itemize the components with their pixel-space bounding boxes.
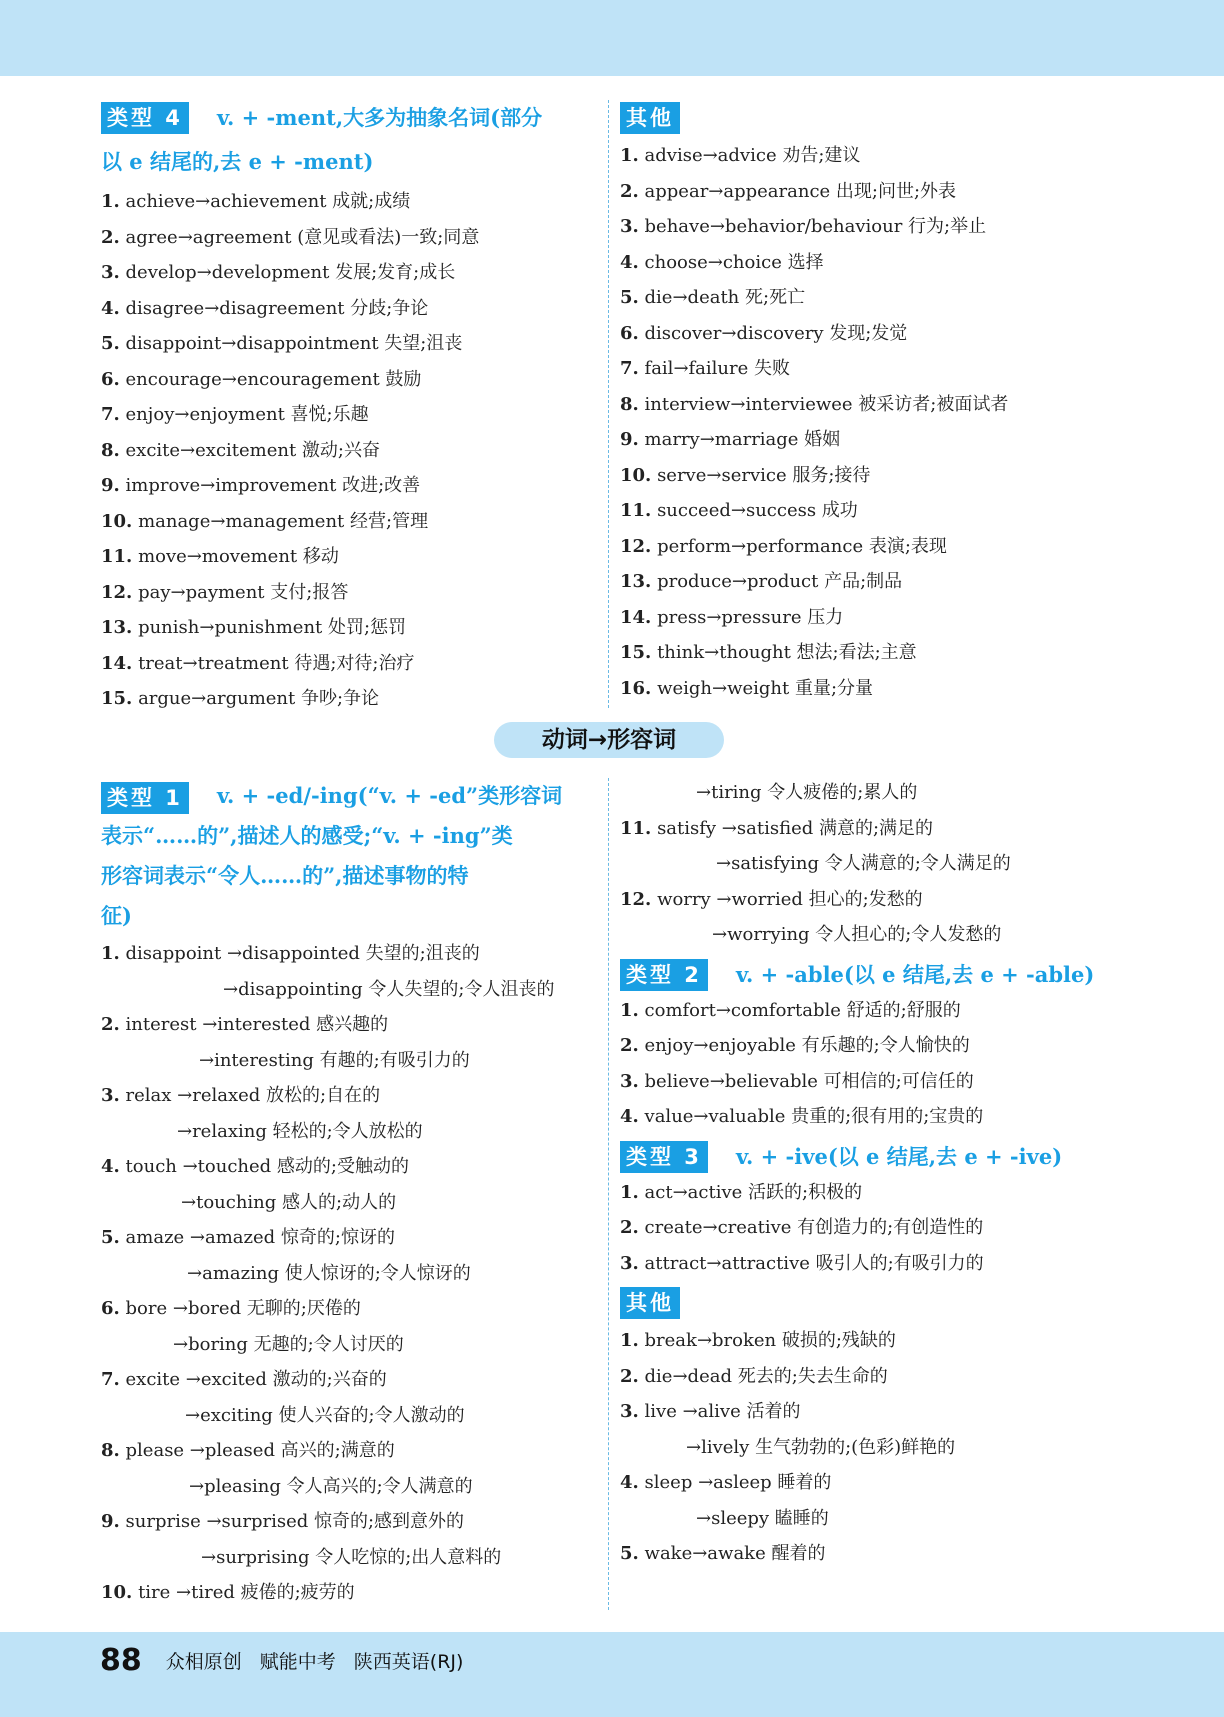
list-item: 9. marry→marriage 婚姻	[620, 429, 841, 450]
footer-brand: 众相原创	[165, 1650, 242, 1673]
list-item: 6. bore →bored 无聊的;厌倦的	[101, 1298, 361, 1319]
list-item: 14. press→pressure 压力	[620, 606, 844, 628]
list-item: 6. encourage→encouragement 鼓励	[101, 368, 422, 390]
list-item-continuation: →surprising 令人吃惊的;出人意料的	[201, 1546, 502, 1568]
list-item: 13. produce→product 产品;制品	[620, 571, 903, 592]
list-item: 2. create→creative 有创造力的;有创造性的	[620, 1217, 984, 1238]
list-item-continuation: →lively 生气勃勃的;(色彩)鲜艳的	[686, 1436, 956, 1458]
adj-type1-column	[101, 782, 601, 1611]
list-item: 5. disappoint→disappointment 失望;沮丧	[101, 333, 463, 354]
header-band	[0, 0, 1224, 76]
list-item-continuation: →touching 感人的;动人的	[181, 1191, 397, 1213]
list-item: 5. wake→awake 醒着的	[620, 1543, 826, 1564]
list-item: 1. break→broken 破损的;残缺的	[620, 1330, 896, 1351]
list-item: 11. satisfy →satisfied 满意的;满足的	[620, 817, 934, 839]
list-item: 5. amaze →amazed 惊奇的;惊讶的	[101, 1227, 395, 1248]
noun-other-heading	[620, 102, 1200, 134]
adj-right-column	[620, 775, 1200, 1572]
adj-other-heading	[620, 1287, 1200, 1319]
list-item: 2. die→dead 死去的;失去生命的	[620, 1365, 888, 1387]
adj-type1-heading-line2: 表示“……的”,描述人的感受;“v. + -ing”类	[101, 823, 513, 848]
list-item: 3. develop→development 发展;发育;成长	[101, 262, 456, 283]
adj-type3-heading-text: v. + -ive(以 e 结尾,去 e + -ive)	[735, 1143, 1063, 1169]
list-item-continuation: →tiring 令人疲倦的;累人的	[696, 782, 918, 803]
adj-type1-heading-line1: v. + -ed/-ing(“v. + -ed”类形容词	[216, 783, 563, 808]
adj-other-list	[620, 1323, 1200, 1572]
list-item: 1. disappoint →disappointed 失望的;沮丧的	[101, 943, 480, 964]
list-item: 8. interview→interviewee 被采访者;被面试者	[620, 393, 1009, 415]
list-item: 9. surprise →surprised 惊奇的;感到意外的	[101, 1511, 465, 1532]
list-item-continuation: →sleepy 瞌睡的	[696, 1507, 829, 1529]
list-item: 16. weigh→weight 重量;分量	[620, 677, 874, 699]
list-item: 12. perform→performance 表演;表现	[620, 535, 947, 557]
list-item: 4. choose→choice 选择	[620, 251, 824, 273]
type4-heading-line1: v. + -ment,大多为抽象名词(部分	[216, 105, 543, 130]
adj-type3-list	[620, 1175, 1200, 1282]
noun-other-badge: 其他	[620, 102, 680, 134]
adj-type1-heading-line4: 征)	[101, 903, 132, 928]
list-item: 3. believe→believable 可相信的;可信任的	[620, 1070, 974, 1092]
list-item: 8. please →pleased 高兴的;满意的	[101, 1440, 395, 1461]
list-item: 2. interest →interested 感兴趣的	[101, 1014, 389, 1035]
adj-type2-list	[620, 993, 1200, 1135]
footer-subject: 陕西英语(RJ)	[353, 1650, 464, 1673]
list-item: 2. appear→appearance 出现;问世;外表	[620, 180, 957, 202]
list-item: 4. touch →touched 感动的;受触动的	[101, 1156, 409, 1177]
noun-type4-column	[101, 102, 601, 717]
list-item: 1. act→active 活跃的;积极的	[620, 1181, 863, 1203]
list-item: 1. advise→advice 劝告;建议	[620, 145, 861, 166]
adj-type1-heading-line3: 形容词表示“令人……的”,描述事物的特	[101, 863, 469, 888]
footer	[100, 1638, 463, 1682]
list-item: 10. serve→service 服务;接待	[620, 464, 871, 486]
list-item: 7. excite →excited 激动的;兴奋的	[101, 1369, 387, 1390]
adj-type1-list	[101, 936, 601, 1611]
adj-type2-heading	[620, 959, 1200, 991]
adj-type3-badge: 类型 3	[620, 1141, 708, 1173]
list-item-continuation: →interesting 有趣的;有吸引力的	[199, 1049, 470, 1071]
list-item: 3. relax →relaxed 放松的;自在的	[101, 1085, 381, 1106]
page-number: 88	[100, 1642, 142, 1678]
list-item-continuation: →exciting 使人兴奋的;令人激动的	[185, 1404, 465, 1426]
list-item-continuation: →disappointing 令人失望的;令人沮丧的	[223, 978, 555, 1000]
list-item: 4. sleep →asleep 睡着的	[620, 1472, 832, 1493]
list-item-continuation: →satisfying 令人满意的;令人满足的	[716, 853, 1011, 874]
type4-list	[101, 184, 601, 717]
list-item: 3. live →alive 活着的	[620, 1401, 801, 1422]
noun-other-list	[620, 138, 1200, 706]
list-item: 5. die→death 死;死亡	[620, 287, 806, 308]
list-item: 8. excite→excitement 激动;兴奋	[101, 439, 381, 461]
list-item: 15. think→thought 想法;看法;主意	[620, 642, 917, 663]
type4-heading-line2: 以 e 结尾的,去 e + -ment)	[101, 149, 374, 174]
column-divider-lower	[608, 778, 609, 1610]
list-item: 11. move→movement 移动	[101, 546, 339, 567]
noun-other-column	[620, 102, 1200, 706]
list-item: 2. enjoy→enjoyable 有乐趣的;令人愉快的	[620, 1035, 970, 1056]
adj-type2-heading-text: v. + -able(以 e 结尾,去 e + -able)	[735, 961, 1095, 987]
list-item-continuation: →amazing 使人惊讶的;令人惊讶的	[187, 1262, 471, 1284]
column-divider-upper	[608, 100, 609, 708]
list-item: 6. discover→discovery 发现;发觉	[620, 322, 908, 344]
adj-type2-badge: 类型 2	[620, 959, 708, 991]
adj-type1-heading	[101, 782, 601, 816]
list-item: 7. enjoy→enjoyment 喜悦;乐趣	[101, 404, 369, 425]
list-item: 11. succeed→success 成功	[620, 500, 858, 521]
list-item: 4. value→valuable 贵重的;很有用的;宝贵的	[620, 1106, 984, 1127]
list-item: 1. achieve→achievement 成就;成绩	[101, 191, 411, 212]
list-item-continuation: →boring 无趣的;令人讨厌的	[173, 1333, 404, 1355]
section-title: 动词→形容词	[494, 722, 724, 758]
type4-badge: 类型 4	[101, 102, 189, 134]
list-item-continuation: →relaxing 轻松的;令人放松的	[177, 1120, 423, 1142]
list-item: 14. treat→treatment 待遇;对待;治疗	[101, 652, 415, 674]
adj-other-badge: 其他	[620, 1287, 680, 1319]
list-item: 12. pay→payment 支付;报答	[101, 581, 349, 603]
footer-slogan: 赋能中考	[259, 1650, 336, 1673]
list-item: 4. disagree→disagreement 分歧;争论	[101, 297, 429, 319]
list-item: 3. behave→behavior/behaviour 行为;举止	[620, 216, 987, 237]
list-item: 15. argue→argument 争吵;争论	[101, 688, 380, 709]
adj-type3-heading	[620, 1141, 1200, 1173]
list-item: 10. tire →tired 疲倦的;疲劳的	[101, 1582, 355, 1603]
type4-heading	[101, 102, 601, 140]
list-item: 2. agree→agreement (意见或看法)一致;同意	[101, 226, 480, 248]
list-item: 13. punish→punishment 处罚;惩罚	[101, 617, 407, 638]
adj-type1-badge: 类型 1	[101, 782, 189, 814]
list-item: 3. attract→attractive 吸引人的;有吸引力的	[620, 1252, 984, 1274]
list-item: 9. improve→improvement 改进;改善	[101, 475, 421, 496]
list-item: 12. worry →worried 担心的;发愁的	[620, 888, 923, 910]
list-item-continuation: →worrying 令人担心的;令人发愁的	[712, 924, 1002, 945]
list-item: 7. fail→failure 失败	[620, 358, 790, 379]
list-item: 1. comfort→comfortable 舒适的;舒服的	[620, 999, 961, 1021]
list-item: 10. manage→management 经营;管理	[101, 510, 429, 532]
list-item-continuation: →pleasing 令人高兴的;令人满意的	[189, 1475, 473, 1497]
